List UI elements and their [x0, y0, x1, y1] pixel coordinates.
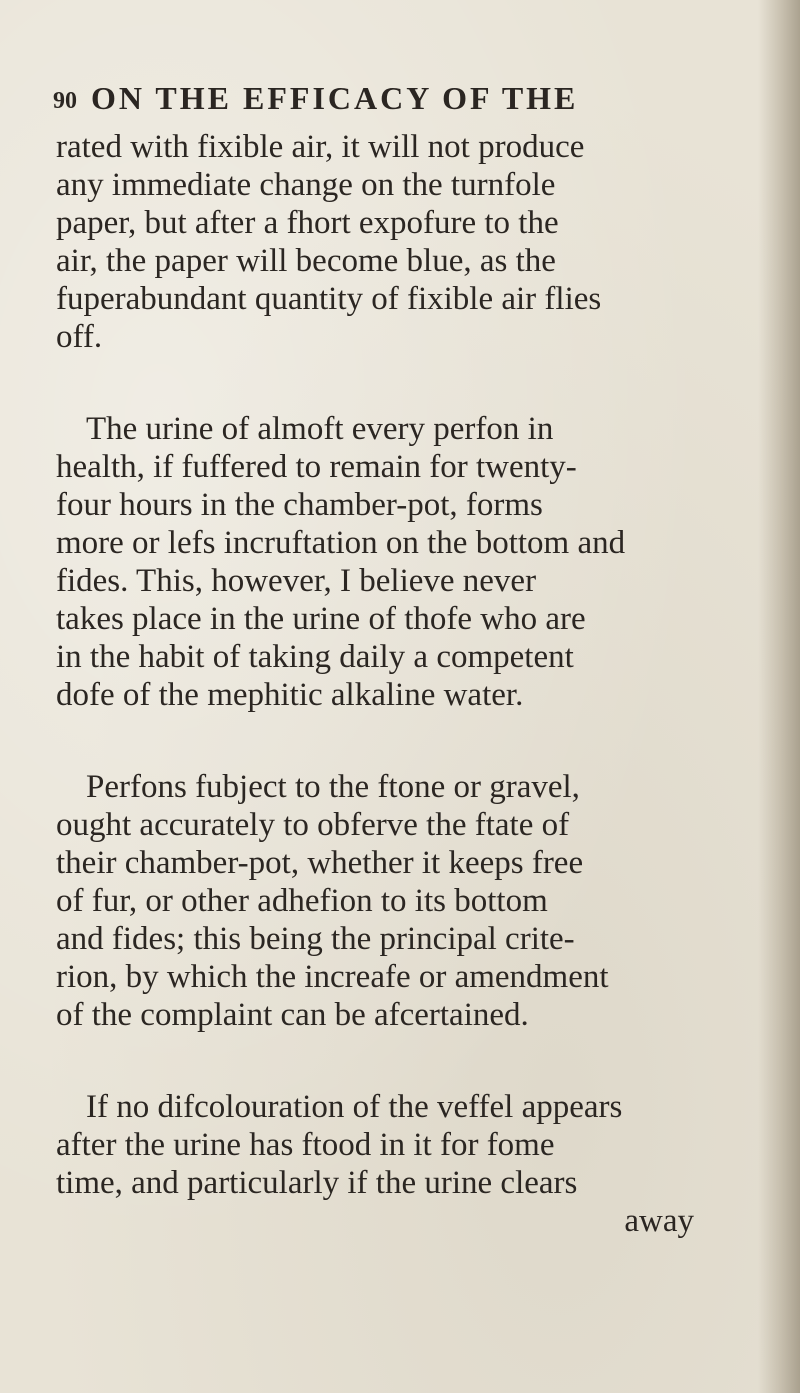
- text-line: The urine of almoft every perfon in: [86, 411, 554, 447]
- text-line: any immediate change on the turnfole: [56, 167, 556, 203]
- text-line: air, the paper will become blue, as the: [56, 243, 556, 279]
- text-line: If no difcolouration of the veffel appears: [86, 1089, 623, 1125]
- text-line: of fur, or other adhefion to its bottom: [56, 883, 548, 919]
- running-head: ON THE EFFICACY OF THE: [91, 80, 579, 116]
- text-line: off.: [56, 319, 103, 355]
- text-line: of the complaint can be afcertained.: [56, 997, 529, 1033]
- text-line: after the urine has ftood in it for fome: [56, 1127, 555, 1163]
- text-line: rated with fixible air, it will not produce: [56, 129, 585, 165]
- text-line: dofe of the mephitic alkaline water.: [56, 677, 524, 713]
- text-line: four hours in the chamber-pot, forms: [56, 487, 543, 523]
- text-line: rion, by which the increafe or amendment: [56, 959, 609, 995]
- text-line: their chamber-pot, whether it keeps free: [56, 845, 584, 881]
- text-line: time, and particularly if the urine clears: [56, 1165, 578, 1201]
- paragraph-gap: [56, 1034, 746, 1088]
- paragraph-gap: [56, 714, 746, 768]
- text-line: more or lefs incruftation on the bottom and: [56, 525, 626, 561]
- text-line: Perfons fubject to the ftone or gravel,: [86, 769, 580, 805]
- text-line: fuperabundant quantity of fixible air flies: [56, 281, 602, 317]
- text-line: takes place in the urine of thofe who are: [56, 601, 586, 637]
- catchword: away: [624, 1203, 694, 1239]
- text-line: paper, but after a fhort expofure to the: [56, 205, 559, 241]
- text-line: fides. This, however, I believe never: [56, 563, 537, 599]
- page-edge-shadow: [758, 0, 800, 1393]
- paragraph-3: [56, 768, 746, 1034]
- text-line: health, if fuffered to remain for twenty-: [56, 449, 577, 485]
- body-text: [56, 128, 746, 1240]
- paragraph-gap: [56, 356, 746, 410]
- paragraph-1: [56, 128, 746, 356]
- text-line: and fides; this being the principal crite-: [56, 921, 575, 957]
- text-line: ought accurately to obferve the ftate of: [56, 807, 570, 843]
- page-header: [53, 78, 693, 118]
- page-number: 90: [53, 88, 77, 114]
- paragraph-4: [56, 1088, 746, 1240]
- text-line: in the habit of taking daily a competent: [56, 639, 574, 675]
- paragraph-2: [56, 410, 746, 714]
